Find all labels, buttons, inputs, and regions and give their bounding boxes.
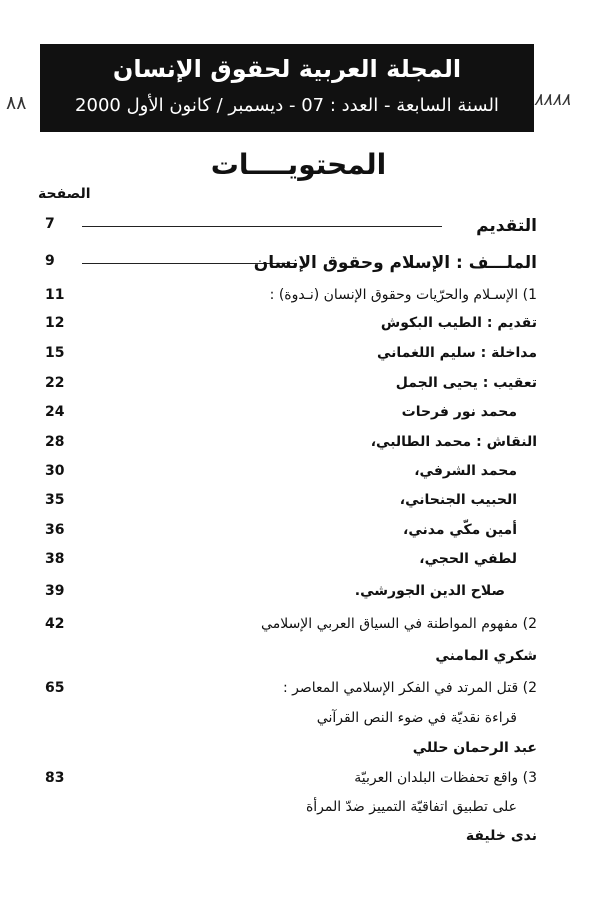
page-number: 36 bbox=[45, 522, 65, 538]
toc-entry bbox=[0, 770, 597, 796]
toc-entry bbox=[0, 375, 597, 401]
toc-entry bbox=[0, 680, 597, 706]
page-number: 35 bbox=[45, 492, 65, 508]
entry-title: النقاش : محمد الطالبي، bbox=[370, 434, 537, 450]
entry-title: لطفي الحجي، bbox=[419, 551, 517, 567]
toc-entry bbox=[0, 463, 597, 489]
page-number: 9 bbox=[45, 253, 55, 269]
toc-entry bbox=[0, 404, 597, 430]
journal-header-banner bbox=[40, 44, 534, 132]
toc-entry bbox=[0, 287, 597, 313]
toc-entry bbox=[0, 616, 597, 642]
page-number: 65 bbox=[45, 680, 65, 696]
page-number: 42 bbox=[45, 616, 65, 632]
entry-title: تقديم : الطيب البكوش bbox=[380, 315, 537, 331]
margin-handwritten-note-left: ٨٨ bbox=[6, 92, 27, 114]
toc-entry bbox=[0, 583, 597, 609]
toc-entry bbox=[0, 345, 597, 371]
entry-title: صلاح الدين الجورشي. bbox=[354, 583, 505, 599]
toc-heading: المحتويــــات bbox=[210, 148, 387, 181]
entry-title: 2) مفهوم المواطنة في السياق العربي الإسلامي bbox=[261, 616, 537, 632]
margin-handwritten-note-right: ٨٨٨٨ bbox=[534, 90, 571, 110]
entry-title: أمين مكّي مدني، bbox=[403, 522, 517, 538]
entry-title: 1) الإسـلام والحرّيات وحقوق الإنسان (نـدوة) : bbox=[269, 287, 537, 303]
toc-entry bbox=[0, 492, 597, 518]
toc-entry-author bbox=[0, 828, 597, 854]
page-number: 39 bbox=[45, 583, 65, 599]
entry-title: 2) قتل المرتد في الفكر الإسلامي المعاصر : bbox=[282, 680, 537, 696]
page-number: 11 bbox=[45, 287, 65, 303]
entry-author: شكري المامني bbox=[435, 648, 537, 664]
toc-entry-author bbox=[0, 648, 597, 674]
entry-title: محمد الشرفي، bbox=[414, 463, 517, 479]
toc-entry-subtitle bbox=[0, 799, 597, 825]
page-number: 30 bbox=[45, 463, 65, 479]
entry-title: محمد نور فرحات bbox=[401, 404, 517, 420]
journal-title: المجلة العربية لحقوق الإنسان bbox=[112, 55, 462, 83]
page-number: 15 bbox=[45, 345, 65, 361]
toc-entry-author bbox=[0, 740, 597, 766]
entry-author: عبد الرحمان حللي bbox=[412, 740, 537, 756]
toc-entry-dossier bbox=[0, 253, 597, 279]
entry-author: ندى خليفة bbox=[465, 828, 537, 844]
page-number: 24 bbox=[45, 404, 65, 420]
entry-title: التقديم bbox=[476, 216, 537, 236]
toc-entry bbox=[0, 434, 597, 460]
entry-subtitle: على تطبيق اتفاقيّة التمييز ضدّ المرأة bbox=[305, 799, 517, 815]
toc-entry bbox=[0, 522, 597, 548]
leader-line bbox=[82, 226, 442, 227]
issue-subtitle: السنة السابعة - العدد : 07 - ديسمبر / كانون الأول 2000 bbox=[75, 95, 499, 116]
toc-entry-subtitle bbox=[0, 710, 597, 736]
page-column-label: الصفحة bbox=[38, 186, 91, 202]
entry-subtitle: قراءة نقديّة في ضوء النص القرآني bbox=[316, 710, 517, 726]
page-number: 28 bbox=[45, 434, 65, 450]
page-number: 7 bbox=[45, 216, 55, 232]
entry-title: تعقيب : يحيى الجمل bbox=[395, 375, 537, 391]
page-number: 22 bbox=[45, 375, 65, 391]
page-number: 38 bbox=[45, 551, 65, 567]
toc-entry bbox=[0, 551, 597, 577]
toc-entry-introduction bbox=[0, 216, 597, 242]
toc-entry bbox=[0, 315, 597, 341]
entry-title: مداخلة : سليم اللغماني bbox=[377, 345, 537, 361]
page-number: 83 bbox=[45, 770, 65, 786]
page-number: 12 bbox=[45, 315, 65, 331]
entry-title: الملـــف : الإسلام وحقوق الإنسان bbox=[253, 253, 537, 273]
entry-title: 3) واقع تحفظات البلدان العربيّة bbox=[354, 770, 537, 786]
entry-title: الحبيب الجنحاني، bbox=[399, 492, 517, 508]
